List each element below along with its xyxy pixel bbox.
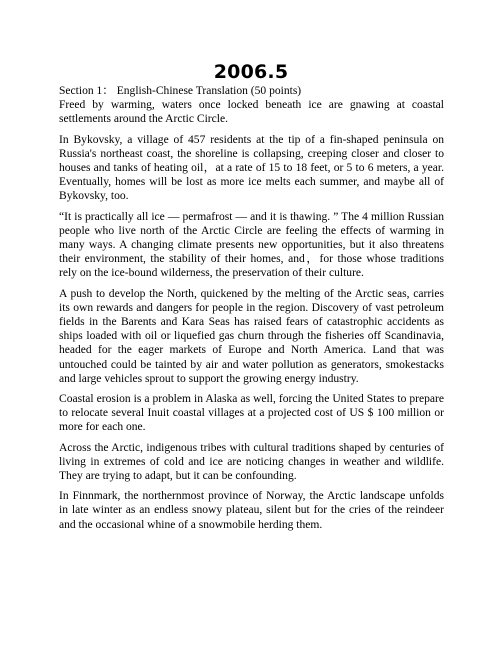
section-heading: Section 1： English-Chinese Translation (50 points) [59,85,302,97]
paragraph-5: Coastal erosion is a problem in Alaska as well, forcing the United States to prepare to relocate several Inuit coastal villages at a projected cost of US $ 100 million or more for each one. [59,393,444,434]
paragraph-1: Freed by warming, waters once locked beneath ice are gnawing at coastal settlements around the Arctic Circle. [59,99,444,126]
document-title: 2006.5 [213,61,289,83]
paragraph-6: Across the Arctic, indigenous tribes with cultural traditions shaped by centuries of living in extremes of cold and ice are noticing changes in weather and wildlife. They are trying to adapt, but it can be confounding. [59,441,444,483]
paragraph-3: “It is practically all ice — permafrost — and it is thawing. ” The 4 million Russian people who live north of the Arctic Circle are feeling the effects of warming in many ways. A changing climate presents new opportunities, but it also threatens their environment, the stability of their homes, and，for those whose traditions rely on the ice-bound wilderness, the preservation of their culture. [59,210,444,280]
paragraph-4: A push to develop the North, quickened by the melting of the Arctic seas, carries its own rewards and dangers for people in the region. Discovery of vast petroleum fields in the Barents and Kara Seas has raised fears of catastrophic accidents as ships loaded with oil or liquefied gas churn through the fisheries off Scandinavia, headed for the eager markets of Europe and North America. Land that was untouched could be tainted by air and water pollution as generators, smokestacks and large vehicles sprout to support the growing energy industry. [59,287,444,385]
document-body [59,84,444,538]
paragraph-2: In Bykovsky, a village of 457 residents at the tip of a fin-shaped peninsula on Russia's northeast coast, the shoreline is collapsing, creeping closer and closer to houses and tanks of heating oil，at a rate of 15 to 18 feet, or 5 to 6 meters, a year. Eventually, homes will be lost as more ice melts each summer, and maybe all of Bykovsky, too. [59,133,444,203]
paragraph-7: In Finnmark, the northernmost province of Norway, the Arctic landscape unfolds in late winter as an endless snowy plateau, silent but for the cries of the reindeer and the occasional whine of a snowmobile herding them. [59,490,444,531]
